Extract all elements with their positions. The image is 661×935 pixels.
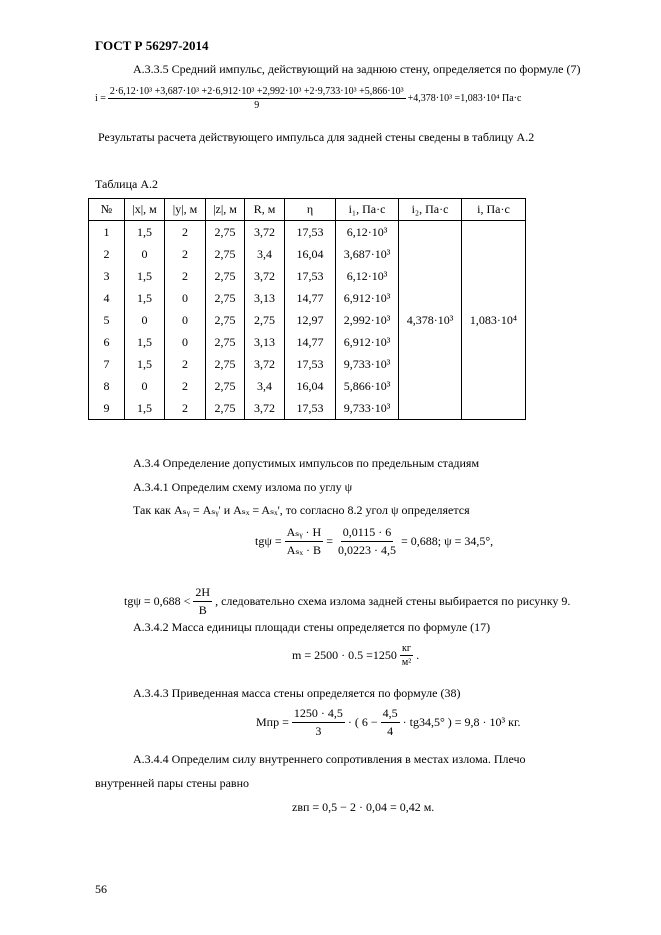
formula-check: [124, 585, 570, 618]
cell-r: 3,13: [245, 287, 285, 309]
cell-eta: 17,53: [285, 221, 336, 244]
col-header-r: R, м: [245, 199, 285, 221]
formula-i-numerator: 2·6,12·10³ +3,687·10³ +2·6,912·10³ +2,992·10³ +2·9,733·10³ +5,866·10³: [109, 86, 404, 97]
formula-check-lhs: tgψ = 0,688 <: [124, 594, 191, 608]
cell-x: 1,5: [125, 397, 165, 420]
cell-i1: 2,992·10³: [336, 309, 399, 331]
paragraph-a344-line1: А.3.4.4 Определим силу внутреннего сопротивления в местах излома. Плечо: [133, 752, 526, 766]
formula-mpr-frac2-den: 4: [387, 724, 394, 738]
cell-r: 3,72: [245, 265, 285, 287]
col-header-i1: i₁, Па·с: [336, 199, 399, 221]
formula-m: [292, 643, 419, 668]
cell-i1: 6,12·10³: [336, 221, 399, 244]
cell-z: 2,75: [206, 265, 245, 287]
cell-r: 3,13: [245, 331, 285, 353]
formula-m-unit: [400, 643, 413, 668]
formula-m-lhs: m = 2500 · 0.5 =1250: [292, 648, 397, 662]
formula-i-denominator: 9: [254, 100, 260, 111]
page-number: 56: [95, 882, 107, 896]
formula-check-fraction: [193, 585, 212, 618]
cell-eta: 17,53: [285, 397, 336, 420]
cell-i1: 9,733·10³: [336, 353, 399, 375]
cell-y: 0: [165, 287, 206, 309]
formula-z: zвп = 0,5 − 2 · 0,04 = 0,42 м.: [292, 800, 435, 814]
cell-number: 7: [89, 353, 125, 375]
cell-eta: 16,04: [285, 375, 336, 397]
formula-m-end: .: [416, 648, 420, 662]
cell-y: 0: [165, 331, 206, 353]
paragraph-a344-line2: внутренней пары стены равно: [95, 776, 250, 790]
cell-x: 1,5: [125, 331, 165, 353]
cell-number: 9: [89, 397, 125, 420]
cell-z: 2,75: [206, 353, 245, 375]
formula-mpr-mid: · ( 6 −: [347, 715, 378, 729]
cell-number: 6: [89, 331, 125, 353]
formula-tg-frac1-den: Aₛₓ · B: [286, 543, 321, 557]
cell-number: 5: [89, 309, 125, 331]
formula-tg-fraction-2: [336, 525, 398, 558]
cell-z: 2,75: [206, 309, 245, 331]
cell-eta: 17,53: [285, 265, 336, 287]
formula-mpr-lhs: Mпр =: [256, 715, 289, 729]
col-header-i: i, Па·с: [462, 199, 526, 221]
formula-tg-rhs: = 0,688; ψ = 34,5°,: [400, 534, 494, 548]
cell-y: 2: [165, 375, 206, 397]
formula-mpr-frac1-den: 3: [315, 724, 322, 738]
cell-number: 3: [89, 265, 125, 287]
table-row: [89, 221, 526, 244]
paragraph-a335: А.3.3.5 Средний импульс, действующий на заднюю стену, определяется по формуле (7): [133, 62, 581, 76]
cell-eta: 12,97: [285, 309, 336, 331]
formula-tg-frac2-den: 0,0223 · 4,5: [337, 543, 396, 557]
formula-mpr-fraction-1: [292, 706, 345, 739]
cell-z: 2,75: [206, 375, 245, 397]
formula-i-rhs: +4,378·10³ =1,083·10⁴ Па·с: [407, 93, 522, 104]
cell-r: 3,72: [245, 397, 285, 420]
paragraph-a343: А.3.4.3 Приведенная масса стены определяется по формуле (38): [133, 686, 461, 700]
cell-eta: 14,77: [285, 331, 336, 353]
paragraph-a342: А.3.4.2 Масса единицы площади стены определяется по формуле (17): [133, 620, 491, 634]
paragraph-a34: А.3.4 Определение допустимых импульсов по предельным стадиям: [133, 456, 480, 470]
cell-r: 3,72: [245, 353, 285, 375]
formula-mpr: [256, 706, 521, 739]
table-header-row: [89, 199, 526, 221]
col-header-number: №: [89, 199, 125, 221]
cell-i-merged: 1,083·10⁴: [462, 221, 526, 420]
formula-tg-fraction-1: [285, 525, 324, 558]
paragraph-a341: А.3.4.1 Определим схему излома по углу ψ: [133, 480, 353, 494]
cell-number: 1: [89, 221, 125, 244]
cell-number: 2: [89, 243, 125, 265]
cell-eta: 17,53: [285, 353, 336, 375]
formula-check-num: 2H: [193, 585, 212, 602]
formula-mpr-frac2-num: 4,5: [381, 706, 400, 723]
formula-m-unit-num: кг: [402, 643, 412, 654]
cell-number: 4: [89, 287, 125, 309]
cell-z: 2,75: [206, 331, 245, 353]
cell-x: 1,5: [125, 221, 165, 244]
formula-check-den: B: [198, 603, 207, 617]
cell-i1: 6,912·10³: [336, 287, 399, 309]
paragraph-results: Результаты расчета действующего импульса для задней стены сведены в таблицу А.2: [98, 130, 535, 144]
cell-y: 2: [165, 221, 206, 244]
cell-x: 0: [125, 375, 165, 397]
cell-z: 2,75: [206, 287, 245, 309]
col-header-y: |y|, м: [165, 199, 206, 221]
cell-r: 2,75: [245, 309, 285, 331]
formula-tg-eq: =: [326, 534, 333, 548]
cell-z: 2,75: [206, 221, 245, 244]
cell-i1: 9,733·10³: [336, 397, 399, 420]
cell-r: 3,72: [245, 221, 285, 244]
formula-tg-frac2-num: 0,0115 · 6: [341, 525, 394, 542]
formula-m-unit-den: м²: [401, 657, 412, 668]
cell-eta: 16,04: [285, 243, 336, 265]
cell-y: 2: [165, 265, 206, 287]
cell-eta: 14,77: [285, 287, 336, 309]
formula-i-lhs: i =: [95, 93, 106, 104]
results-table: [88, 198, 526, 420]
cell-y: 2: [165, 397, 206, 420]
cell-z: 2,75: [206, 243, 245, 265]
formula-i-fraction: [108, 86, 406, 111]
cell-i1: 3,687·10³: [336, 243, 399, 265]
formula-tg: [255, 525, 493, 558]
cell-x: 1,5: [125, 265, 165, 287]
col-header-i2: i₂, Па·с: [399, 199, 462, 221]
formula-tg-lhs: tgψ =: [255, 534, 282, 548]
cell-x: 1,5: [125, 353, 165, 375]
formula-mpr-fraction-2: [381, 706, 400, 739]
cell-i1: 6,912·10³: [336, 331, 399, 353]
col-header-x: |x|, м: [125, 199, 165, 221]
cell-r: 3,4: [245, 243, 285, 265]
cell-z: 2,75: [206, 397, 245, 420]
paragraph-since: Так как Aₛᵧ = Aₛᵧ' и Aₛₓ = Aₛₓ', то согласно 8.2 угол ψ определяется: [133, 503, 470, 517]
cell-number: 8: [89, 375, 125, 397]
col-header-eta: η: [285, 199, 336, 221]
cell-y: 2: [165, 353, 206, 375]
cell-y: 0: [165, 309, 206, 331]
cell-x: 0: [125, 243, 165, 265]
formula-check-text: , следовательно схема излома задней стены выбирается по рисунку 9.: [215, 594, 571, 608]
cell-r: 3,4: [245, 375, 285, 397]
cell-i1: 6,12·10³: [336, 265, 399, 287]
formula-i: [95, 86, 521, 111]
formula-mpr-tail: · tg34,5° ) = 9,8 · 10³ кг.: [402, 715, 521, 729]
cell-i1: 5,866·10³: [336, 375, 399, 397]
cell-x: 1,5: [125, 287, 165, 309]
cell-y: 2: [165, 243, 206, 265]
document-header: ГОСТ Р 56297-2014: [95, 38, 209, 53]
formula-mpr-frac1-num: 1250 · 4,5: [292, 706, 345, 723]
table-title: Таблица А.2: [95, 177, 158, 191]
formula-tg-frac1-num: Aₛᵧ · H: [285, 525, 324, 542]
col-header-z: |z|, м: [206, 199, 245, 221]
cell-x: 0: [125, 309, 165, 331]
cell-i2-merged: 4,378·10³: [399, 221, 462, 420]
